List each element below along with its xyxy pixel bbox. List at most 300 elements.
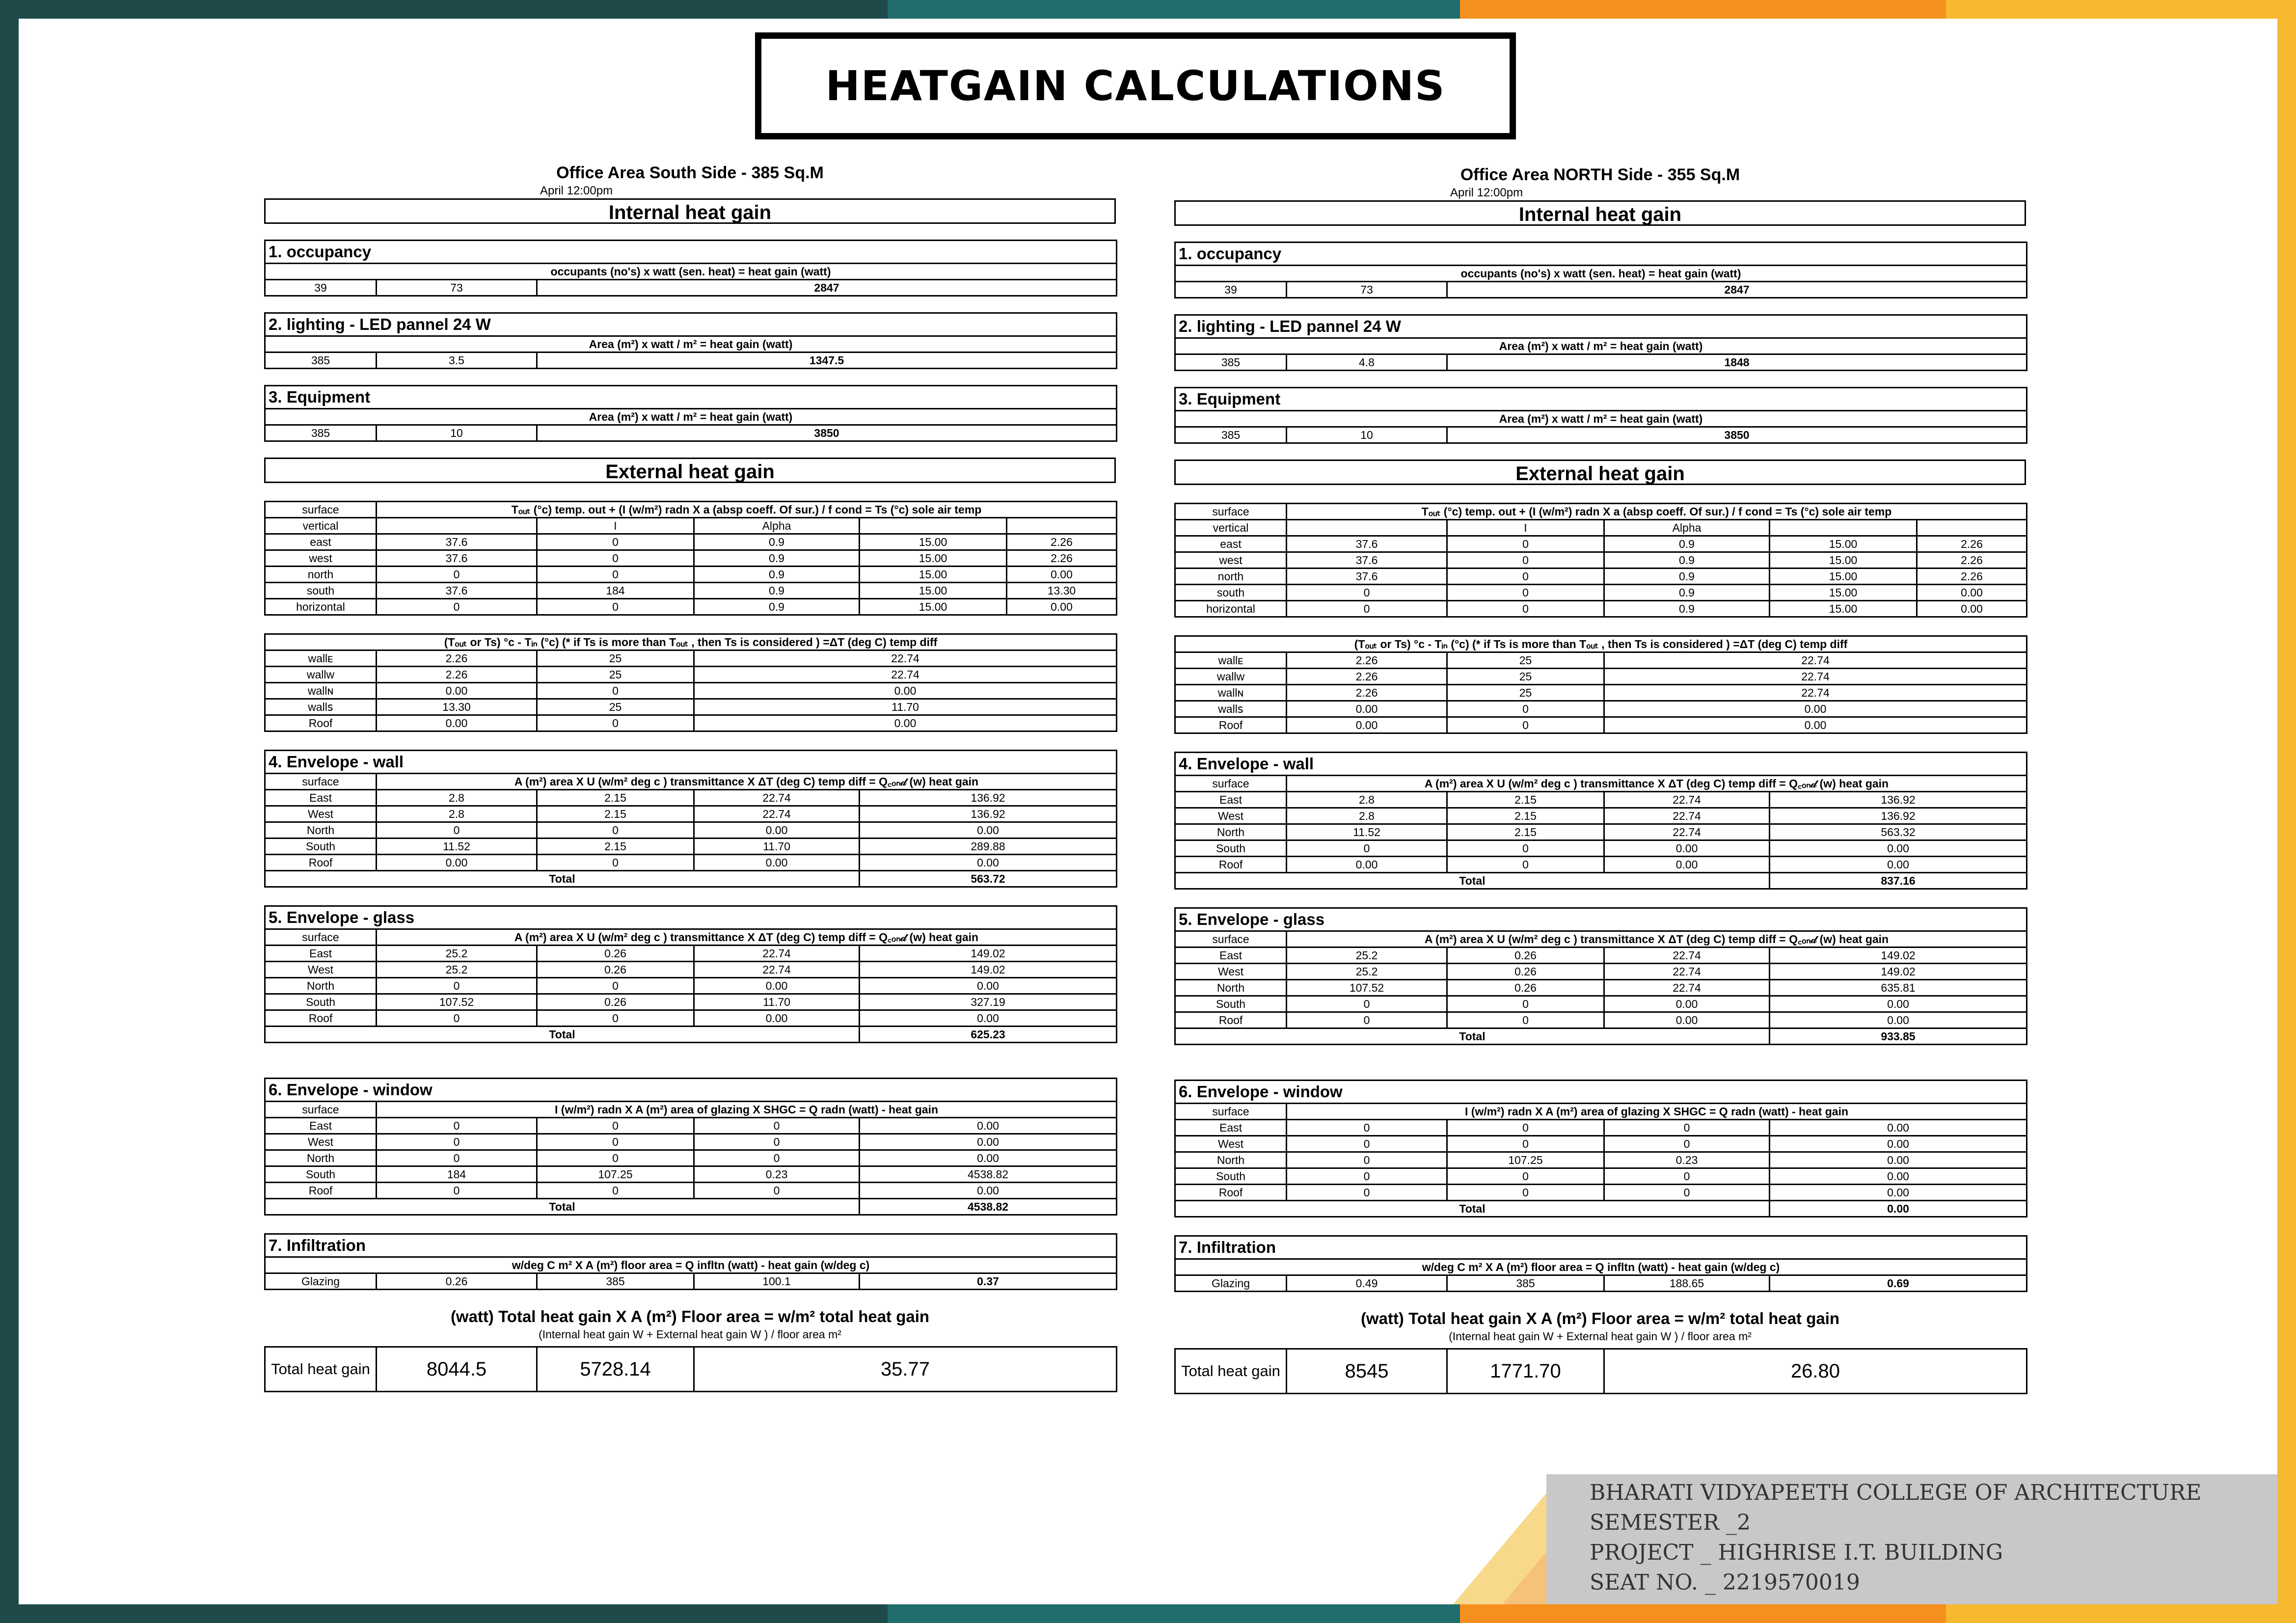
- value-cell: 0: [1447, 568, 1604, 585]
- value-cell: 0: [1447, 1136, 1604, 1152]
- result-cell: 1347.5: [537, 352, 1117, 369]
- value-cell: 2.26: [1007, 550, 1117, 567]
- value-cell: 2.26: [1917, 568, 2027, 585]
- value-cell: 2.8: [377, 806, 537, 822]
- value-cell: 136.92: [860, 806, 1117, 822]
- semester: SEMESTER _2: [1590, 1510, 1751, 1535]
- value-cell: 2.26: [1007, 534, 1117, 550]
- internal-heading: Internal heat gain: [264, 198, 1116, 224]
- header-cell: surface: [265, 774, 377, 790]
- value-cell: 107.25: [1447, 1152, 1604, 1168]
- value-cell: 22.74: [694, 650, 1117, 667]
- table-row: [1175, 1136, 2027, 1152]
- value-cell: 0: [1287, 1168, 1447, 1185]
- value-cell: 11.52: [377, 839, 537, 855]
- value-cell: 149.02: [860, 962, 1117, 978]
- value-cell: 0: [1447, 1168, 1604, 1185]
- infiltration-formula: w/deg C m² X A (m²) floor area = Q infltn (watt) - heat gain (w/deg c): [265, 1257, 1117, 1273]
- total-value: 933.85: [1770, 1028, 2027, 1045]
- wall-title: 4. Envelope - wall: [265, 751, 1117, 774]
- value-cell: 0.9: [1604, 552, 1770, 568]
- value-cell: 0.9: [1604, 536, 1770, 552]
- table-row: [1175, 717, 2027, 733]
- value-cell: South: [1175, 1168, 1287, 1185]
- value-cell: 0.26: [1447, 964, 1604, 980]
- value-cell: 0.26: [537, 946, 694, 962]
- value-cell: 15.00: [860, 599, 1007, 615]
- value-cell: 25: [1447, 685, 1604, 701]
- table-row: [265, 715, 1117, 731]
- value-cell: 0.00: [1007, 567, 1117, 583]
- value-cell: 2.15: [1447, 808, 1604, 824]
- total-table: [1174, 1348, 2027, 1394]
- value-cell: West: [265, 806, 377, 822]
- value-cell: 0: [537, 1134, 694, 1150]
- empty-cell: [1770, 520, 1917, 536]
- value-cell: 0.49: [1287, 1275, 1447, 1292]
- value-cell: 0: [1447, 840, 1604, 857]
- value-cell: 0.9: [1604, 585, 1770, 601]
- value-cell: 0: [1287, 1012, 1447, 1028]
- table-row: [265, 583, 1117, 599]
- value-cell: 0: [1287, 585, 1447, 601]
- value-cell: 635.81: [1770, 980, 2027, 996]
- value-cell: 0.00: [1770, 1152, 2027, 1168]
- window-title: 6. Envelope - window: [265, 1079, 1117, 1102]
- table-row: [1175, 857, 2027, 873]
- table-row: [1175, 585, 2027, 601]
- value-cell: 0: [1287, 601, 1447, 617]
- value-cell: 0.00: [1007, 599, 1117, 615]
- value-cell: 73: [377, 280, 537, 296]
- value-cell: north: [265, 567, 377, 583]
- value-cell: 0: [537, 1118, 694, 1134]
- glass-table: [1174, 907, 2027, 1045]
- value-cell: 0.26: [537, 962, 694, 978]
- value-cell: 2.15: [1447, 792, 1604, 808]
- table-row: [265, 1150, 1117, 1166]
- table-row: [265, 1273, 1117, 1290]
- value-cell: 0: [537, 550, 694, 567]
- external-heading: External heat gain: [1174, 460, 2026, 485]
- value-cell: 0.00: [860, 1134, 1117, 1150]
- lighting-formula: Area (m²) x watt / m² = heat gain (watt): [1175, 338, 2027, 354]
- value-cell: 22.74: [1604, 947, 1770, 964]
- value-cell: 0.26: [377, 1273, 537, 1290]
- header-cell: surface: [265, 502, 377, 518]
- value-cell: 0.00: [1287, 701, 1447, 717]
- header-cell: surface: [265, 1102, 377, 1118]
- value-cell: 0.69: [1770, 1275, 2027, 1292]
- infiltration-title: 7. Infiltration: [265, 1234, 1117, 1257]
- value-cell: 0.00: [1604, 717, 2027, 733]
- table-row: [1175, 792, 2027, 808]
- sol-air-formula: Tₒᵤₜ (°c) temp. out + (I (w/m²) radn X a (absp coeff. Of sur.) / f cond = Ts (°c) sole air temp: [1287, 504, 2027, 520]
- sol-air-table: [264, 501, 1117, 616]
- temp-diff-table: [264, 633, 1117, 732]
- frame-right: [2277, 0, 2296, 1623]
- header-cell: vertical: [265, 518, 377, 534]
- north-sheet: [1174, 164, 2026, 1394]
- table-row: [265, 978, 1117, 994]
- wall-formula: A (m²) area X U (w/m² deg c ) transmittance X ΔT (deg C) temp diff = Q꜀ₒₙ𝒹 (w) heat gain: [377, 774, 1117, 790]
- total-value: 625.23: [860, 1027, 1117, 1043]
- value-cell: 0.26: [537, 994, 694, 1010]
- value-cell: 0: [1287, 1185, 1447, 1201]
- value-cell: 22.74: [694, 667, 1117, 683]
- value-cell: 39: [265, 280, 377, 296]
- value-cell: 4538.82: [860, 1166, 1117, 1183]
- value-cell: 22.74: [694, 790, 860, 806]
- value-cell: 15.00: [1770, 601, 1917, 617]
- table-row: [1175, 964, 2027, 980]
- table-row: [265, 839, 1117, 855]
- value-cell: South: [1175, 996, 1287, 1012]
- total-value: 35.77: [694, 1347, 1117, 1392]
- college-info: [1590, 1478, 2201, 1597]
- table-row: [1175, 1152, 2027, 1168]
- value-cell: 385: [1175, 354, 1287, 371]
- value-cell: 107.52: [1287, 980, 1447, 996]
- value-cell: 0: [377, 1010, 537, 1027]
- value-cell: 385: [537, 1273, 694, 1290]
- title-box: [755, 32, 1516, 139]
- value-cell: 0.00: [1917, 585, 2027, 601]
- value-cell: 0.00: [694, 855, 860, 871]
- occupancy-formula: occupants (no's) x watt (sen. heat) = heat gain (watt): [1175, 266, 2027, 282]
- value-cell: 0: [377, 978, 537, 994]
- value-cell: 11.70: [694, 699, 1117, 715]
- value-cell: 0: [537, 1010, 694, 1027]
- value-cell: East: [1175, 1120, 1287, 1136]
- temp-formula: (Tₒᵤₜ or Ts) °c - Tᵢₙ (°c) (* if Ts is more than Tₒᵤₜ , then Ts is considered ) =ΔT (deg C) temp diff: [265, 634, 1117, 650]
- value-cell: 22.74: [1604, 824, 1770, 840]
- value-cell: Roof: [1175, 857, 1287, 873]
- value-cell: wallɴ: [1175, 685, 1287, 701]
- total-label: Total: [265, 871, 860, 887]
- value-cell: 0.00: [1604, 857, 1770, 873]
- value-cell: 22.74: [1604, 669, 2027, 685]
- temp-diff-table: [1174, 635, 2027, 734]
- total-label: Total: [1175, 1028, 1770, 1045]
- value-cell: East: [265, 1118, 377, 1134]
- window-table: [264, 1078, 1117, 1216]
- value-cell: 25: [537, 650, 694, 667]
- value-cell: 22.74: [1604, 792, 1770, 808]
- value-cell: 25.2: [377, 962, 537, 978]
- value-cell: 37.6: [1287, 536, 1447, 552]
- occupancy-table: [264, 240, 1117, 297]
- south-sheet: [264, 162, 1116, 1392]
- value-cell: 22.74: [1604, 980, 1770, 996]
- infiltration-table: [1174, 1235, 2027, 1292]
- value-cell: 2.8: [377, 790, 537, 806]
- value-cell: 0.9: [694, 550, 860, 567]
- value-cell: 2.15: [537, 839, 694, 855]
- result-cell: 1848: [1447, 354, 2027, 371]
- value-cell: 25.2: [1287, 947, 1447, 964]
- value-cell: 149.02: [860, 946, 1117, 962]
- total-label: Total: [265, 1199, 860, 1215]
- value-cell: 22.74: [1604, 964, 1770, 980]
- sheet-date: April 12:00pm: [1450, 186, 1523, 199]
- value-cell: South: [265, 994, 377, 1010]
- value-cell: North: [1175, 1152, 1287, 1168]
- value-cell: 25: [1447, 652, 1604, 669]
- value-cell: 0.00: [1770, 1120, 2027, 1136]
- value-cell: 0.00: [1770, 996, 2027, 1012]
- value-cell: 0.26: [1447, 980, 1604, 996]
- window-formula: I (w/m²) radn X A (m²) area of glazing X SHGC = Q radn (watt) - heat gain: [1287, 1104, 2027, 1120]
- empty-cell: [1007, 518, 1117, 534]
- value-cell: Roof: [1175, 1185, 1287, 1201]
- value-cell: Roof: [1175, 1012, 1287, 1028]
- value-cell: 107.25: [537, 1166, 694, 1183]
- value-cell: 0: [537, 715, 694, 731]
- table-row: [1175, 601, 2027, 617]
- value-cell: 0: [537, 1183, 694, 1199]
- table-row: [1175, 685, 2027, 701]
- header-cell: Alpha: [694, 518, 860, 534]
- sol-air-formula: Tₒᵤₜ (°c) temp. out + (I (w/m²) radn X a (absp coeff. Of sur.) / f cond = Ts (°c) sole air temp: [377, 502, 1117, 518]
- header-cell: surface: [1175, 504, 1287, 520]
- table-row: [265, 1010, 1117, 1027]
- value-cell: 0: [694, 1118, 860, 1134]
- value-cell: 0.00: [1604, 1012, 1770, 1028]
- glass-formula: A (m²) area X U (w/m² deg c ) transmittance X ΔT (deg C) temp diff = Q꜀ₒₙ𝒹 (w) heat gain: [377, 929, 1117, 946]
- empty-cell: [377, 518, 537, 534]
- header-cell: I: [1447, 520, 1604, 536]
- seat-no: SEAT NO. _ 2219570019: [1590, 1570, 1860, 1595]
- summary-title: (watt) Total heat gain X A (m²) Floor area = w/m² total heat gain: [450, 1307, 930, 1325]
- value-cell: west: [1175, 552, 1287, 568]
- value-cell: 0: [537, 822, 694, 839]
- value-cell: 0: [1447, 536, 1604, 552]
- value-cell: horizontal: [265, 599, 377, 615]
- value-cell: East: [1175, 792, 1287, 808]
- value-cell: 0: [377, 822, 537, 839]
- value-cell: 0.00: [860, 822, 1117, 839]
- value-cell: 0: [1447, 857, 1604, 873]
- value-cell: 0: [1447, 1012, 1604, 1028]
- value-cell: 37.6: [1287, 552, 1447, 568]
- value-cell: 22.74: [694, 946, 860, 962]
- value-cell: 0.00: [377, 683, 537, 699]
- value-cell: 0.00: [377, 715, 537, 731]
- total-value: 5728.14: [537, 1347, 694, 1392]
- value-cell: 136.92: [860, 790, 1117, 806]
- value-cell: 0: [1447, 585, 1604, 601]
- value-cell: North: [1175, 824, 1287, 840]
- value-cell: 0: [537, 683, 694, 699]
- lighting-formula: Area (m²) x watt / m² = heat gain (watt): [265, 336, 1117, 352]
- value-cell: 15.00: [1770, 585, 1917, 601]
- value-cell: 0.00: [1604, 701, 2027, 717]
- lighting-title: 2. lighting - LED pannel 24 W: [265, 313, 1117, 336]
- value-cell: 0.23: [1604, 1152, 1770, 1168]
- temp-formula: (Tₒᵤₜ or Ts) °c - Tᵢₙ (°c) (* if Ts is more than Tₒᵤₜ , then Ts is considered ) =ΔT (deg C) temp diff: [1175, 636, 2027, 652]
- value-cell: 22.74: [694, 962, 860, 978]
- value-cell: 13.30: [377, 699, 537, 715]
- value-cell: 0: [377, 1134, 537, 1150]
- value-cell: 289.88: [860, 839, 1117, 855]
- value-cell: 0: [1447, 701, 1604, 717]
- value-cell: 0: [377, 567, 537, 583]
- table-row: [265, 1118, 1117, 1134]
- total-value: 563.72: [860, 871, 1117, 887]
- value-cell: 0.26: [1447, 947, 1604, 964]
- total-value: 26.80: [1604, 1349, 2027, 1394]
- table-row: [1175, 808, 2027, 824]
- value-cell: 0.00: [860, 1010, 1117, 1027]
- value-cell: 0.00: [694, 683, 1117, 699]
- value-cell: 15.00: [1770, 552, 1917, 568]
- value-cell: 0.9: [1604, 601, 1770, 617]
- total-label: Total: [1175, 873, 1770, 889]
- value-cell: 25.2: [377, 946, 537, 962]
- value-cell: 0.00: [694, 978, 860, 994]
- value-cell: 0.00: [860, 1150, 1117, 1166]
- value-cell: 0.9: [1604, 568, 1770, 585]
- value-cell: 0: [1287, 1120, 1447, 1136]
- table-row: [265, 790, 1117, 806]
- value-cell: 0: [1447, 1120, 1604, 1136]
- value-cell: 2.26: [1287, 685, 1447, 701]
- value-cell: 0: [694, 1150, 860, 1166]
- value-cell: 11.70: [694, 994, 860, 1010]
- table-row: [265, 667, 1117, 683]
- value-cell: 0.00: [1770, 840, 2027, 857]
- equipment-table: [264, 385, 1117, 442]
- infiltration-title: 7. Infiltration: [1175, 1236, 2027, 1259]
- total-value: 4538.82: [860, 1199, 1117, 1215]
- value-cell: east: [1175, 536, 1287, 552]
- window-title: 6. Envelope - window: [1175, 1081, 2027, 1104]
- total-value: 1771.70: [1447, 1349, 1604, 1394]
- table-row: [265, 683, 1117, 699]
- value-cell: wallᴡ: [265, 667, 377, 683]
- college-name: BHARATI VIDYAPEETH COLLEGE OF ARCHITECTURE: [1590, 1480, 2202, 1505]
- value-cell: 0: [377, 1150, 537, 1166]
- value-cell: 0.00: [1287, 717, 1447, 733]
- table-row: [265, 699, 1117, 715]
- value-cell: 0: [1604, 1168, 1770, 1185]
- total-value: 8044.5: [377, 1347, 537, 1392]
- value-cell: 22.74: [694, 806, 860, 822]
- table-row: [265, 806, 1117, 822]
- value-cell: Roof: [265, 1010, 377, 1027]
- result-cell: 2847: [537, 280, 1117, 296]
- window-table: [1174, 1080, 2027, 1217]
- value-cell: 37.6: [377, 583, 537, 599]
- value-cell: 327.19: [860, 994, 1117, 1010]
- value-cell: Roof: [265, 855, 377, 871]
- window-formula: I (w/m²) radn X A (m²) area of glazing X SHGC = Q radn (watt) - heat gain: [377, 1102, 1117, 1118]
- value-cell: 2.26: [377, 667, 537, 683]
- equipment-formula: Area (m²) x watt / m² = heat gain (watt): [265, 409, 1117, 425]
- value-cell: 0: [537, 978, 694, 994]
- value-cell: 0: [1287, 840, 1447, 857]
- equipment-formula: Area (m²) x watt / m² = heat gain (watt): [1175, 411, 2027, 427]
- project: PROJECT _ HIGHRISE I.T. BUILDING: [1590, 1540, 2003, 1565]
- frame-top: [0, 0, 2296, 19]
- table-row: [265, 550, 1117, 567]
- value-cell: 0: [1604, 1136, 1770, 1152]
- value-cell: 0.00: [1287, 857, 1447, 873]
- value-cell: 0.00: [1770, 1185, 2027, 1201]
- value-cell: 0: [377, 599, 537, 615]
- total-heat-gain-label: Total heat gain: [265, 1347, 377, 1392]
- value-cell: 2.8: [1287, 792, 1447, 808]
- value-cell: 188.65: [1604, 1275, 1770, 1292]
- value-cell: 0.00: [1917, 601, 2027, 617]
- table-row: [265, 1134, 1117, 1150]
- value-cell: 2.26: [1917, 552, 2027, 568]
- glass-formula: A (m²) area X U (w/m² deg c ) transmittance X ΔT (deg C) temp diff = Q꜀ₒₙ𝒹 (w) heat gain: [1287, 931, 2027, 947]
- value-cell: 15.00: [860, 550, 1007, 567]
- summary-title: (watt) Total heat gain X A (m²) Floor area = w/m² total heat gain: [1360, 1309, 1840, 1327]
- value-cell: 385: [1175, 427, 1287, 443]
- value-cell: 136.92: [1770, 792, 2027, 808]
- value-cell: 0.37: [860, 1273, 1117, 1290]
- infiltration-table: [264, 1233, 1117, 1290]
- value-cell: Glazing: [1175, 1275, 1287, 1292]
- table-row: [265, 855, 1117, 871]
- header-cell: vertical: [1175, 520, 1287, 536]
- value-cell: 385: [265, 425, 377, 441]
- wall-title: 4. Envelope - wall: [1175, 753, 2027, 776]
- value-cell: 13.30: [1007, 583, 1117, 599]
- value-cell: 0.9: [694, 583, 860, 599]
- empty-cell: [1917, 520, 2027, 536]
- value-cell: 0: [537, 1150, 694, 1166]
- glass-title: 5. Envelope - glass: [265, 906, 1117, 929]
- result-cell: 3850: [1447, 427, 2027, 443]
- value-cell: 25: [537, 699, 694, 715]
- table-row: [1175, 1120, 2027, 1136]
- value-cell: South: [265, 839, 377, 855]
- value-cell: 15.00: [860, 583, 1007, 599]
- value-cell: Roof: [265, 1183, 377, 1199]
- table-row: [265, 1183, 1117, 1199]
- value-cell: North: [265, 1150, 377, 1166]
- summary-sub: (Internal heat gain W + External heat gain W ) / floor area m²: [1449, 1330, 1752, 1343]
- table-row: [1175, 652, 2027, 669]
- value-cell: West: [1175, 964, 1287, 980]
- value-cell: 2.26: [1287, 652, 1447, 669]
- value-cell: 0: [1287, 996, 1447, 1012]
- header-cell: surface: [265, 929, 377, 946]
- value-cell: Roof: [265, 715, 377, 731]
- sol-air-table: [1174, 503, 2027, 618]
- value-cell: 15.00: [860, 534, 1007, 550]
- empty-cell: [860, 518, 1007, 534]
- value-cell: 25: [1447, 669, 1604, 685]
- value-cell: 0: [1447, 552, 1604, 568]
- value-cell: 385: [265, 352, 377, 369]
- value-cell: 0.9: [694, 599, 860, 615]
- value-cell: 0.00: [860, 855, 1117, 871]
- value-cell: East: [265, 790, 377, 806]
- value-cell: 0: [537, 599, 694, 615]
- wall-table: [1174, 752, 2027, 890]
- value-cell: West: [265, 962, 377, 978]
- value-cell: 0.00: [1604, 840, 1770, 857]
- value-cell: 0.00: [1604, 996, 1770, 1012]
- external-heading: External heat gain: [264, 458, 1116, 483]
- value-cell: 11.70: [694, 839, 860, 855]
- wall-table: [264, 750, 1117, 888]
